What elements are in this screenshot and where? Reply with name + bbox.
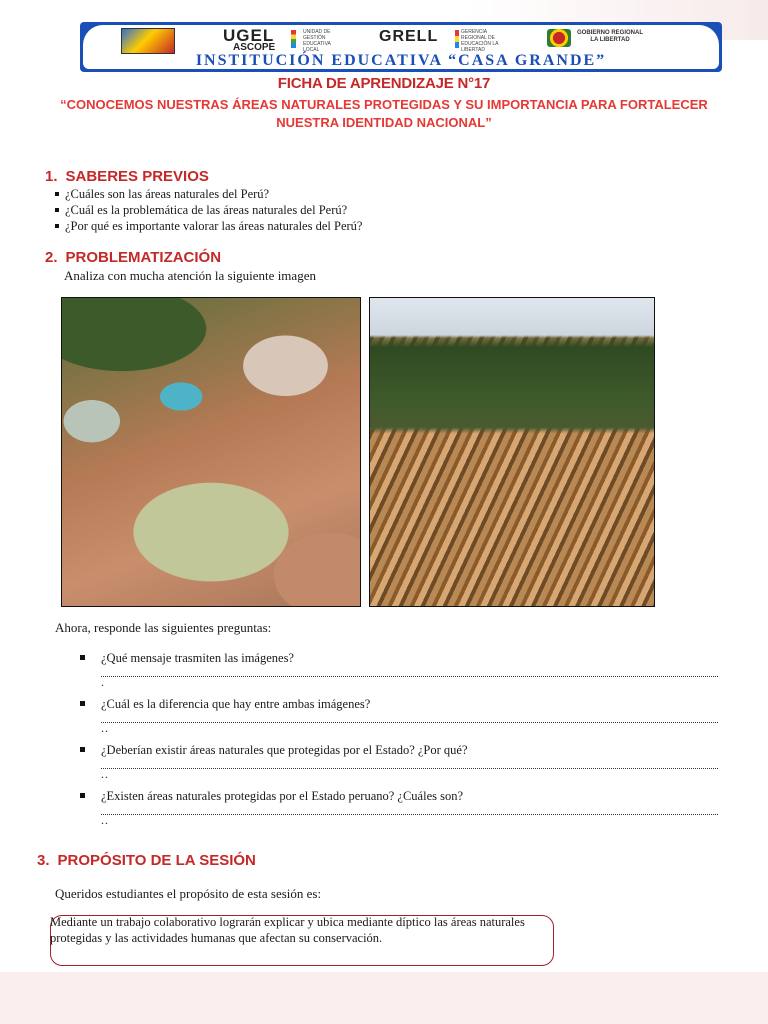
ugel-logo-text: UGEL — [223, 26, 275, 45]
question-item: ¿Existen áreas naturales protegidas por el Estado peruano? ¿Cuáles son? .. — [80, 788, 720, 834]
mining-deforestation-photo — [61, 297, 361, 607]
list-item: ¿Cuál es la problemática de las áreas naturales del Perú? — [55, 202, 362, 218]
prior-knowledge-list — [55, 186, 362, 234]
worksheet-subtitle: “CONOCEMOS NUESTRAS ÁREAS NATURALES PROTEGIDAS Y SU IMPORTANCIA PARA FORTALECER NUESTRA IDENTIDAD NACIONAL” — [60, 97, 708, 130]
grell-color-bars-icon — [455, 30, 459, 48]
answer-line[interactable] — [101, 758, 718, 769]
logged-forest-photo — [369, 297, 655, 607]
ugel-color-bars-icon — [291, 30, 296, 48]
section-1-heading: 1. SABERES PREVIOS — [45, 168, 209, 185]
institution-header — [80, 22, 722, 72]
answer-line[interactable] — [101, 712, 718, 723]
image-instruction: Analiza con mucha atención la siguiente imagen — [64, 268, 316, 283]
question-list — [80, 650, 720, 834]
institution-title: INSTITUCIÓN EDUCATIVA “CASA GRANDE” — [195, 52, 607, 69]
regional-government-text: GOBIERNO REGIONAL LA LIBERTAD — [577, 30, 644, 43]
question-item: ¿Cuál es la diferencia que hay entre ambas imágenes? .. — [80, 696, 720, 742]
grell-logo-text: GRELL — [379, 28, 439, 45]
purpose-statement: Mediante un trabajo colaborativo lograrán explicar y ubica mediante díptico las áreas naturales protegidas y las actividades humanas que afectan su conservación. — [50, 915, 525, 945]
school-logo-icon — [121, 28, 175, 54]
ascope-text: ASCOPE — [233, 42, 276, 53]
worksheet-number-title: FICHA DE APRENDIZAJE N°17 — [277, 75, 491, 92]
section-3-heading: 3. PROPÓSITO DE LA SESIÓN — [37, 852, 256, 869]
questions-prompt: Ahora, responde las siguientes preguntas: — [55, 620, 272, 635]
purpose-intro: Queridos estudiantes el propósito de esta sesión es: — [55, 886, 322, 901]
grell-subtitle: GERENCIA REGIONAL DE EDUCACIÓN LA LIBERTAD — [461, 29, 499, 53]
list-item: ¿Cuáles son las áreas naturales del Perú? — [55, 186, 362, 202]
answer-line[interactable] — [101, 666, 718, 677]
question-item: ¿Qué mensaje trasmiten las imágenes? . — [80, 650, 720, 696]
regional-government-seal-icon — [547, 29, 571, 47]
question-item: ¿Deberían existir áreas naturales que protegidas por el Estado? ¿Por qué? .. — [80, 742, 720, 788]
list-item: ¿Por qué es importante valorar las áreas naturales del Perú? — [55, 218, 362, 234]
ugel-subtitle: UNIDAD DE GESTIÓN EDUCATIVA LOCAL — [303, 29, 331, 53]
answer-line[interactable] — [101, 804, 718, 815]
section-2-heading: 2. PROBLEMATIZACIÓN — [45, 249, 222, 266]
background-decoration-bottom — [0, 972, 768, 1024]
